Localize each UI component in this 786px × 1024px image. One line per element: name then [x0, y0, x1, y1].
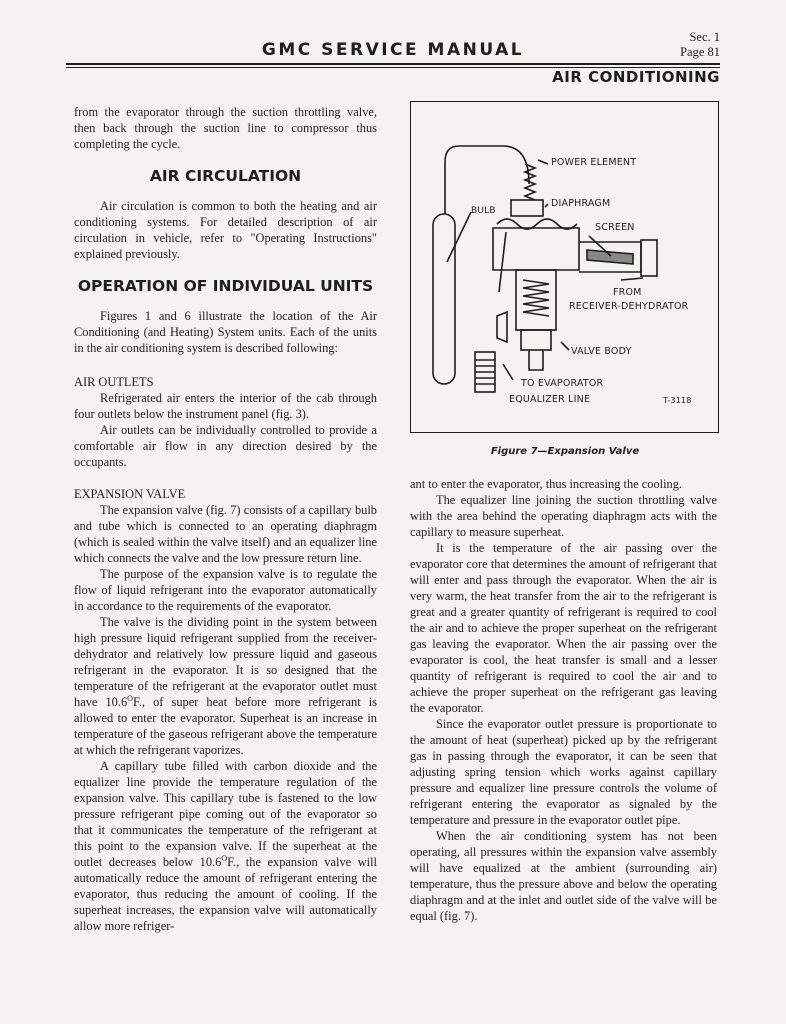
- expansion-paragraph-4-start: A capillary tube filled with carbon dioxide and the equalizer line provide the temperature regulation of the expansion valve. This capillary tube is fastened to the low pressure refrigerant pipe coming out of the evaporator so that it communicates the temperature of the refrigerant at this point to the expansion valve. If the superheat at the outlet decreases below 10.6: [74, 759, 377, 869]
- label-to-evaporator: TO EVAPORATOR: [521, 378, 604, 389]
- leader-valve-body: [561, 342, 569, 350]
- spring: [523, 280, 549, 316]
- not-operating-paragraph: When the air conditioning system has not been operating, all pressures within the expansion valve assembly will have equalized at the ambient (surrounding air) temperature, thus the pressure above and below the operating diaphragm and at the inlet and outlet side of the valve will be equal (fig. 7).: [410, 829, 717, 923]
- label-equalizer-line: EQUALIZER LINE: [509, 394, 591, 405]
- degree-mark: O: [127, 693, 133, 703]
- air-outlets-paragraph-2: Air outlets can be individually controlled to provide a comfortable air flow in any direction desired by the occupants.: [74, 423, 377, 469]
- temperature-paragraph: It is the temperature of the air passing over the evaporator core that determines the amount of refrigerant that will enter and pass through the evaporator. When the air is very warm, the heat transfer from the air to the refrigerant is great and a greater quantity of refrigerant is required to cool the air and to achieve the proper superheat on the refrigerant gas leaving the evaporator. When the air passing over the evaporator is cool, the heat transfer is small and a lesser quantity of refrigerant is required to cool the air and to achieve the proper superheat on the refrigerant gas leaving the evaporator.: [410, 541, 717, 715]
- right-column: [410, 476, 717, 924]
- expansion-paragraph-4: [74, 758, 377, 934]
- label-screen: SCREEN: [595, 222, 635, 233]
- label-valve-body: VALVE BODY: [571, 346, 632, 357]
- equalizer-threads: [475, 360, 495, 384]
- continuation-paragraph: ant to enter the evaporator, thus increasing the cooling.: [410, 477, 683, 491]
- figure-caption: Figure 7—Expansion Valve: [490, 446, 640, 457]
- leader-bulb: [447, 212, 471, 262]
- label-from: FROM: [613, 287, 642, 298]
- screen-cone: [587, 250, 633, 264]
- intro-paragraph: from the evaporator through the suction throttling valve, then back through the suction line to compressor thus completing the cycle.: [74, 105, 377, 151]
- section-title: AIR CONDITIONING: [552, 68, 720, 86]
- section-number: Sec. 1: [689, 30, 720, 44]
- label-bulb: BULB: [471, 206, 496, 216]
- equalizer-line: [497, 312, 507, 342]
- expansion-paragraph-3: [74, 614, 377, 758]
- valve-stem-housing: [516, 270, 556, 330]
- capillary-bulb: [433, 214, 455, 384]
- leader-from: [621, 278, 643, 280]
- expansion-paragraph-4-end: F., the expansion valve will automatically reduce the amount of refrigerant entering the evaporator, thus reducing the amount of cooling. If the superheat increases, the expansion valve will automatically allow more refriger-: [74, 855, 377, 933]
- label-diaphragm: DIAPHRAGM: [551, 198, 611, 209]
- expansion-paragraph-3-end: F., of super heat before more refrigerant is allowed to enter the evaporator. Superheat is an increase in temperature of the gaseous refrigerant above the temperature at which the refrigerant vaporizes.: [74, 695, 378, 757]
- left-column: [74, 104, 377, 934]
- subheading-air-outlets: AIR OUTLETS: [74, 375, 154, 389]
- capillary-coil: [525, 164, 535, 200]
- subheading-expansion-valve: EXPANSION VALVE: [74, 487, 186, 501]
- header-rule-thick: [66, 63, 720, 65]
- pressure-paragraph: Since the evaporator outlet pressure is proportionate to the amount of heat (superheat) picked up by the refrigerant gas in passing through the evaporator, it can be seen that adjusting spring tension which works against capillary pressure and equalizer line pressure controls the volume of refrigerant entering the evaporator as signaled by the temperature and pressure in the evaporator outlet pipe.: [410, 717, 717, 827]
- degree-mark: O: [221, 853, 228, 863]
- label-receiver-dehydrator: RECEIVER-DEHYDRATOR: [569, 301, 689, 312]
- expansion-paragraph-2: The purpose of the expansion valve is to regulate the flow of liquid refrigerant into the evaporator automatically in accordance to the requirements of the evaporator.: [74, 567, 377, 613]
- valve-body-lower: [521, 330, 551, 350]
- power-element-dome: [511, 200, 543, 216]
- leader-to-evaporator: [503, 364, 513, 380]
- push-pin: [499, 232, 506, 292]
- inlet-nut: [641, 240, 657, 276]
- figure-code: T-3118: [663, 396, 692, 405]
- air-outlets-paragraph-1: Refrigerated air enters the interior of the cab through four outlets below the instrument panel (fig. 3).: [74, 391, 377, 421]
- air-circulation-paragraph: Air circulation is common to both the heating and air conditioning systems. For detailed description of air circulation in vehicle, refer to "Operating Instructions" explained previously.: [74, 199, 377, 261]
- label-power-element: POWER ELEMENT: [551, 157, 637, 168]
- leader-power-element: [538, 160, 548, 164]
- expansion-paragraph-1: The expansion valve (fig. 7) consists of a capillary bulb and tube which is connected to an operating diaphragm (which is sealed within the valve itself) and an equalizer line which connects the valve and the low pressure return line.: [74, 503, 377, 565]
- expansion-paragraph-3-start: The valve is the dividing point in the system between high pressure liquid refrigerant supplied from the receiver-dehydrator and relatively low pressure liquid and gaseous refrigerant in the evaporator. It is so designed that the temperature of the refrigerant at the evaporator outlet must have 10.6: [74, 615, 377, 709]
- outlet-fitting: [529, 350, 543, 370]
- leader-diaphragm: [545, 204, 548, 207]
- page-number: Page 81: [680, 45, 720, 59]
- capillary-tube: [445, 146, 529, 214]
- heading-operation: OPERATION OF INDIVIDUAL UNITS: [77, 277, 374, 295]
- operation-paragraph: Figures 1 and 6 illustrate the location of the Air Conditioning (and Heating) System units. Each of the units in the air conditioning system is described following:: [74, 309, 377, 355]
- figure-expansion-valve: [410, 101, 719, 433]
- heading-air-circulation: AIR CIRCULATION: [149, 167, 302, 185]
- manual-title: GMC SERVICE MANUAL: [261, 40, 525, 60]
- equalizer-paragraph: The equalizer line joining the suction throttling valve with the area behind the operating diaphragm acts with the capillary to measure superheat.: [410, 493, 717, 539]
